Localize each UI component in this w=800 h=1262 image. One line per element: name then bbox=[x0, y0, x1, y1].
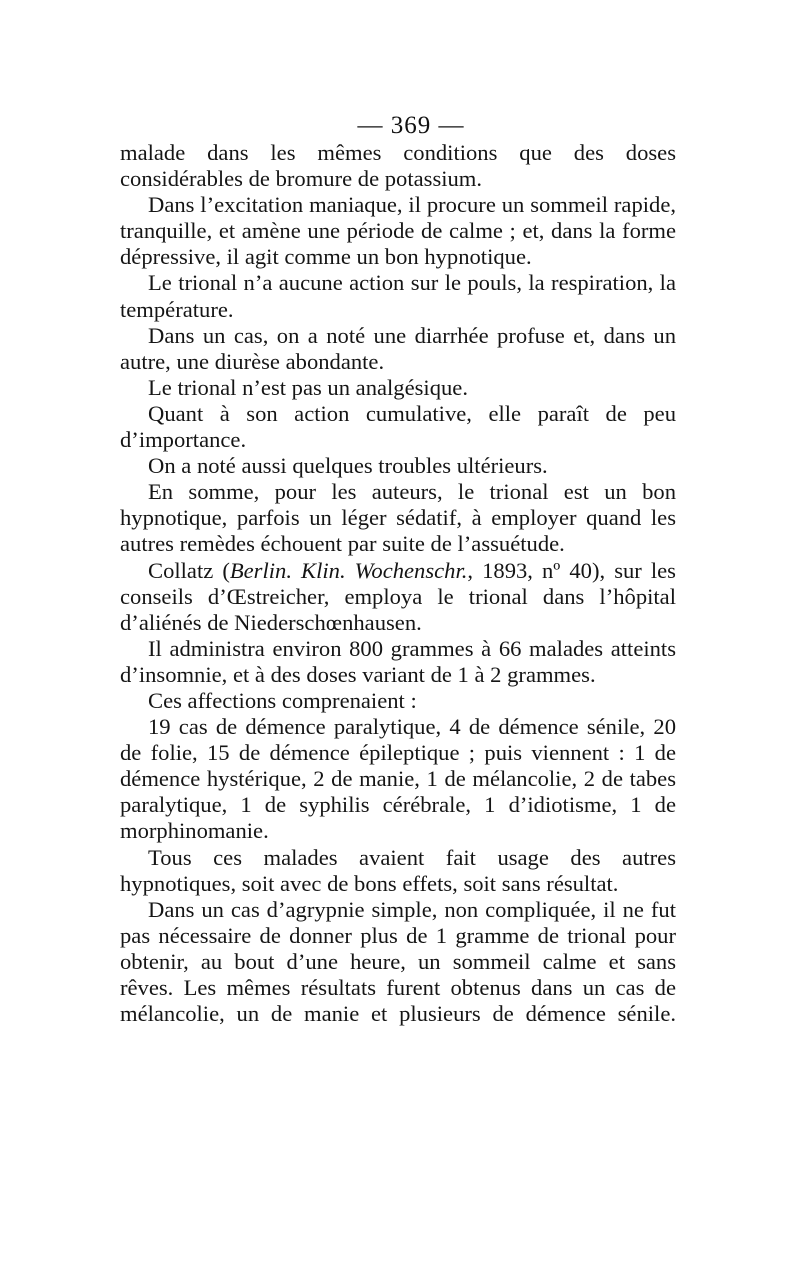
page-body-text bbox=[120, 140, 676, 1027]
citation-rest: , 1893, nº 40), sur les conseils d’Œstreicher, employa le trional dans l’hôpital d’aliénés de Niederschœnhausen. bbox=[120, 557, 676, 635]
page-number: — 369 — bbox=[357, 112, 465, 139]
paragraph: Dans l’excitation maniaque, il procure un sommeil rapide, tranquille, et amène une période de calme ; et, dans la forme dépressive, il agit comme un bon hypnotique. bbox=[120, 192, 676, 270]
paragraph: Le trional n’a aucune action sur le pouls, la respiration, la température. bbox=[120, 270, 676, 322]
paragraph: En somme, pour les auteurs, le trional est un bon hypnotique, parfois un léger sédatif, à employer quand les autres remèdes échouent par suite de l’assuétude. bbox=[120, 479, 676, 557]
paragraph: Le trional n’est pas un analgésique. bbox=[148, 374, 468, 400]
journal-title: Berlin. Klin. Wochenschr. bbox=[229, 557, 468, 583]
paragraph: malade dans les mêmes conditions que des doses considérables de bromure de potassium. bbox=[120, 140, 676, 192]
citation-lead: Collatz ( bbox=[148, 557, 230, 583]
paragraph: Ces affections comprenaient : bbox=[148, 687, 417, 713]
paragraph: 19 cas de démence paralytique, 4 de démence sénile, 20 de folie, 15 de démence épileptique ; puis viennent : 1 de démence hystérique, 2 de manie, 1 de mélancolie, 2 de tabes paralytique, 1 de syphilis cérébrale, 1 d’idiotisme, 1 de morphinomanie. bbox=[120, 714, 676, 844]
paragraph: Tous ces malades avaient fait usage des autres hypnotiques, soit avec de bons effets, soit sans résultat. bbox=[120, 844, 676, 896]
paragraph-citation bbox=[120, 558, 676, 636]
paragraph: Dans un cas, on a noté une diarrhée profuse et, dans un autre, une diurèse abondante. bbox=[120, 322, 676, 374]
paragraph: Il administra environ 800 grammes à 66 malades atteints d’insomnie, et à des doses variant de 1 à 2 grammes. bbox=[120, 635, 676, 687]
paragraph: On a noté aussi quelques troubles ultérieurs. bbox=[148, 453, 548, 479]
paragraph: Quant à son action cumulative, elle paraît de peu d’importance. bbox=[120, 400, 676, 453]
paragraph: Dans un cas d’agrypnie simple, non compliquée, il ne fut pas nécessaire de donner plus de 1 gramme de trional pour obtenir, au bout d’une heure, un sommeil calme et sans rêves. Les mêmes résultats furent obtenus dans un cas de mélancolie, un de manie et plusieurs de démence sénile. bbox=[120, 896, 676, 1027]
